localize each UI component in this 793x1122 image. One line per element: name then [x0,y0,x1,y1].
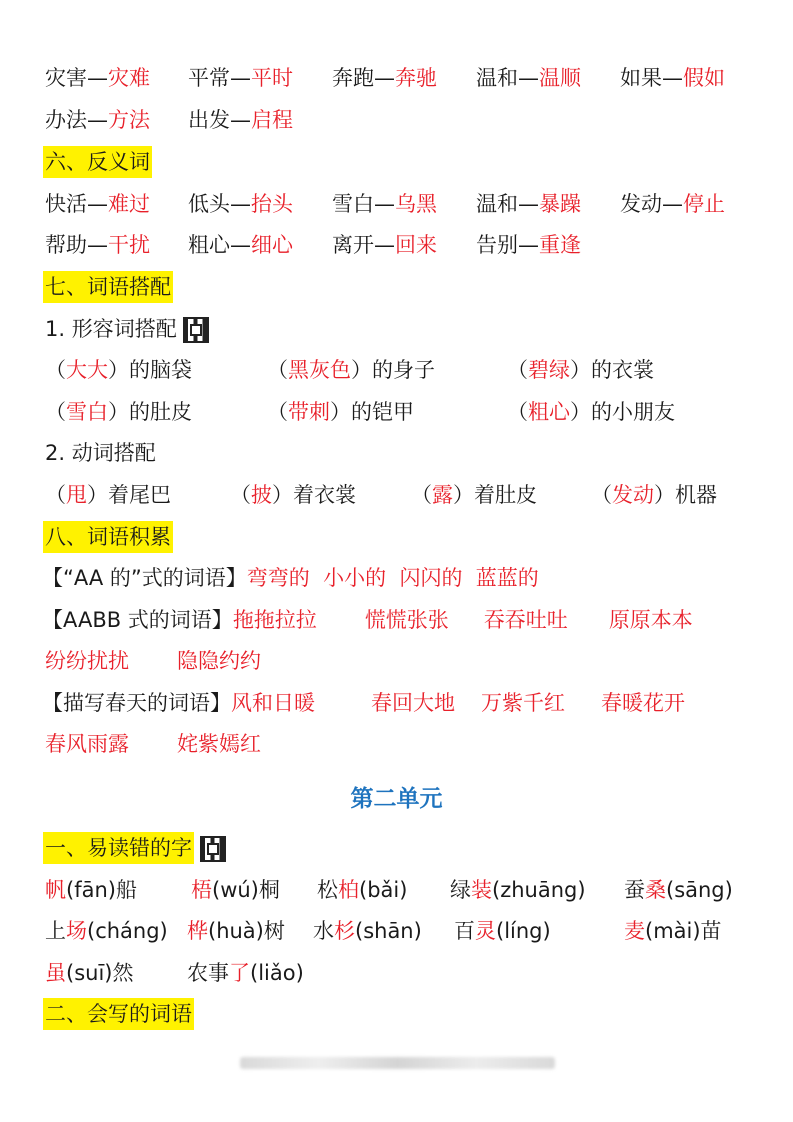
word: 蚕 [624,878,645,902]
pinyin: (líng) [496,919,551,943]
pinyin-row-3 [45,957,304,989]
pinyin-row-2 [45,915,722,947]
answer: 抬头 [251,192,293,216]
collocation-item: （露）着肚皮 [411,483,537,507]
pinyin-item [624,915,722,947]
char: 杉 [334,919,355,943]
char: 麦 [624,919,645,943]
word: 快活— [45,192,108,216]
word: 春回大地 [371,691,455,715]
answer: 大大 [66,358,108,382]
word: 温和— [476,192,539,216]
word: 农事 [187,961,229,985]
char: 柏 [338,878,359,902]
word: 的衣裳 [591,358,654,382]
section-heading-antonyms [43,146,152,178]
answer: 带刺 [288,400,330,424]
pinyin: (wú)桐 [212,878,280,902]
pinyin: (mài)苗 [645,919,722,943]
word: 粗心— [188,233,251,257]
answer: 平时 [251,66,293,90]
answer: 碧绿 [528,358,570,382]
answer: 假如 [683,66,725,90]
word: 风和日暖 [231,691,315,715]
word: 雪白— [332,192,395,216]
pinyin: (sāng) [666,878,733,902]
pair [188,104,293,136]
collocation-item: （雪白）的肚皮 [45,400,192,424]
pair [45,62,188,94]
collocation-item: （粗心）的小朋友 [507,400,675,424]
antonym-row-1 [45,188,725,220]
word: 灾害— [45,66,108,90]
answer: 重逢 [539,233,581,257]
blurred-footer-watermark [240,1057,555,1069]
answer: 甩 [66,483,87,507]
answer: 乌黑 [395,192,437,216]
spring-words-row-2 [45,728,261,760]
word: 水 [313,919,334,943]
pair [45,188,188,220]
answer: 干扰 [108,233,150,257]
pinyin-item [45,957,187,989]
pinyin-item [313,915,454,947]
pinyin-item [454,915,624,947]
pair [332,62,476,94]
collocation-item: （发动）机器 [591,483,717,507]
word: 春暖花开 [601,691,685,715]
answer: 细心 [251,233,293,257]
antonym-row-2 [45,229,581,261]
heading-text: 八、词语积累 [43,521,173,553]
word: 姹紫嫣红 [177,732,261,756]
word: 隐隐约约 [177,649,261,673]
word: 出发— [188,108,251,132]
char: 场 [66,919,87,943]
pinyin-item [45,874,191,906]
word: 原原本本 [608,608,693,632]
section-heading-write-words [43,998,194,1030]
word: 帮助— [45,233,108,257]
collocation-item: （披）着衣裳 [230,483,356,507]
subheading-text: 1. 形容词搭配 [45,317,177,341]
word: 着尾巴 [108,483,171,507]
word: 办法— [45,108,108,132]
unit-title: 第二单元 [350,786,443,812]
pair [620,188,725,220]
answer: 露 [432,483,453,507]
pinyin: (shān) [355,919,422,943]
answer: 披 [251,483,272,507]
word: 如果— [620,66,683,90]
pinyin-item [187,957,304,989]
category-label: 【描写春天的词语】 [42,691,231,715]
char: 灵 [475,919,496,943]
answer: 黑灰色 [288,358,351,382]
word: 温和— [476,66,539,90]
word: 的脑袋 [129,358,192,382]
pair [188,188,332,220]
pair [45,104,188,136]
answer: 灾难 [108,66,150,90]
word: 的肚皮 [129,400,192,424]
pair [188,229,332,261]
subheading-text: 2. 动词搭配 [45,441,156,465]
word: 百 [454,919,475,943]
word: 发动— [620,192,683,216]
qr-code-icon [183,317,209,343]
word: 绿 [450,878,471,902]
collocation-item: （黑灰色）的身子 [267,358,435,382]
pinyin-item [187,915,313,947]
word: 拖拖拉拉 [232,608,317,632]
answer: 停止 [683,192,725,216]
pinyin-item [317,874,450,906]
word: 机器 [675,483,717,507]
subheading-verb [45,437,156,469]
word: 吞吞吐吐 [483,608,568,632]
char: 梧 [191,878,212,902]
verb-row [45,479,717,511]
word: 离开— [332,233,395,257]
pair [45,229,188,261]
heading-text: 六、反义词 [43,146,152,178]
pinyin-item [191,874,317,906]
aabb-words-row-2 [45,645,261,677]
pair [332,229,476,261]
word: 的小朋友 [591,400,675,424]
pair [476,229,581,261]
pinyin-row-1 [45,874,733,906]
heading-text: 二、会写的词语 [43,998,194,1030]
pinyin: (zhuāng) [492,878,586,902]
word: 的身子 [372,358,435,382]
pinyin: (bǎi) [359,878,408,902]
word: 着衣裳 [293,483,356,507]
pinyin: (liǎo) [250,961,304,985]
pinyin: (huà)树 [208,919,285,943]
word: 纷纷扰扰 [45,649,129,673]
collocation-item: （带刺）的铠甲 [267,400,414,424]
pair [620,62,725,94]
char: 桑 [645,878,666,902]
pinyin-item [45,915,187,947]
pinyin: (cháng) [87,919,168,943]
word: 平常— [188,66,251,90]
spring-words-row-1 [42,687,685,719]
category-label: 【“AA 的”式的词语】 [42,566,247,590]
pair [332,188,476,220]
word: 着肚皮 [474,483,537,507]
answer: 难过 [108,192,150,216]
char: 装 [471,878,492,902]
section-heading-misread-chars [43,832,226,864]
word: 的铠甲 [351,400,414,424]
synonym-row-2 [45,104,293,136]
char: 桦 [187,919,208,943]
adjective-row-2 [45,396,675,428]
word: 松 [317,878,338,902]
word-list: 弯弯的 小小的 闪闪的 蓝蓝的 [246,566,539,590]
answer: 启程 [251,108,293,132]
heading-text: 一、易读错的字 [43,832,194,864]
pair [188,62,332,94]
answer: 方法 [108,108,150,132]
aa-words-row [42,562,539,594]
word: 低头— [188,192,251,216]
synonym-row-1 [45,62,725,94]
word: 万紫千红 [481,691,565,715]
answer: 发动 [612,483,654,507]
pinyin-item [450,874,624,906]
answer: 雪白 [66,400,108,424]
category-label: 【AABB 式的词语】 [42,608,233,632]
adjective-row-1 [45,354,654,386]
collocation-item: （甩）着尾巴 [45,483,171,507]
word: 告别— [476,233,539,257]
word: 上 [45,919,66,943]
collocation-item: （碧绿）的衣裳 [507,358,654,382]
answer: 暴躁 [539,192,581,216]
answer: 奔驰 [395,66,437,90]
subheading-adjective [45,313,209,345]
word: 奔跑— [332,66,395,90]
char: 了 [229,961,250,985]
section-heading-collocation [43,271,173,303]
answer: 回来 [395,233,437,257]
pinyin: (fān)船 [66,878,137,902]
section-heading-accumulation [43,521,173,553]
collocation-item: （大大）的脑袋 [45,358,192,382]
pinyin: (suī)然 [66,961,134,985]
word: 春风雨露 [45,732,129,756]
pinyin-item [624,874,733,906]
word: 慌慌张张 [364,608,449,632]
answer: 温顺 [539,66,581,90]
char: 帆 [45,878,66,902]
answer: 粗心 [528,400,570,424]
qr-code-icon [200,836,226,862]
pair [476,62,620,94]
pair [476,188,620,220]
char: 虽 [45,961,66,985]
aabb-words-row-1 [42,604,693,636]
heading-text: 七、词语搭配 [43,271,173,303]
